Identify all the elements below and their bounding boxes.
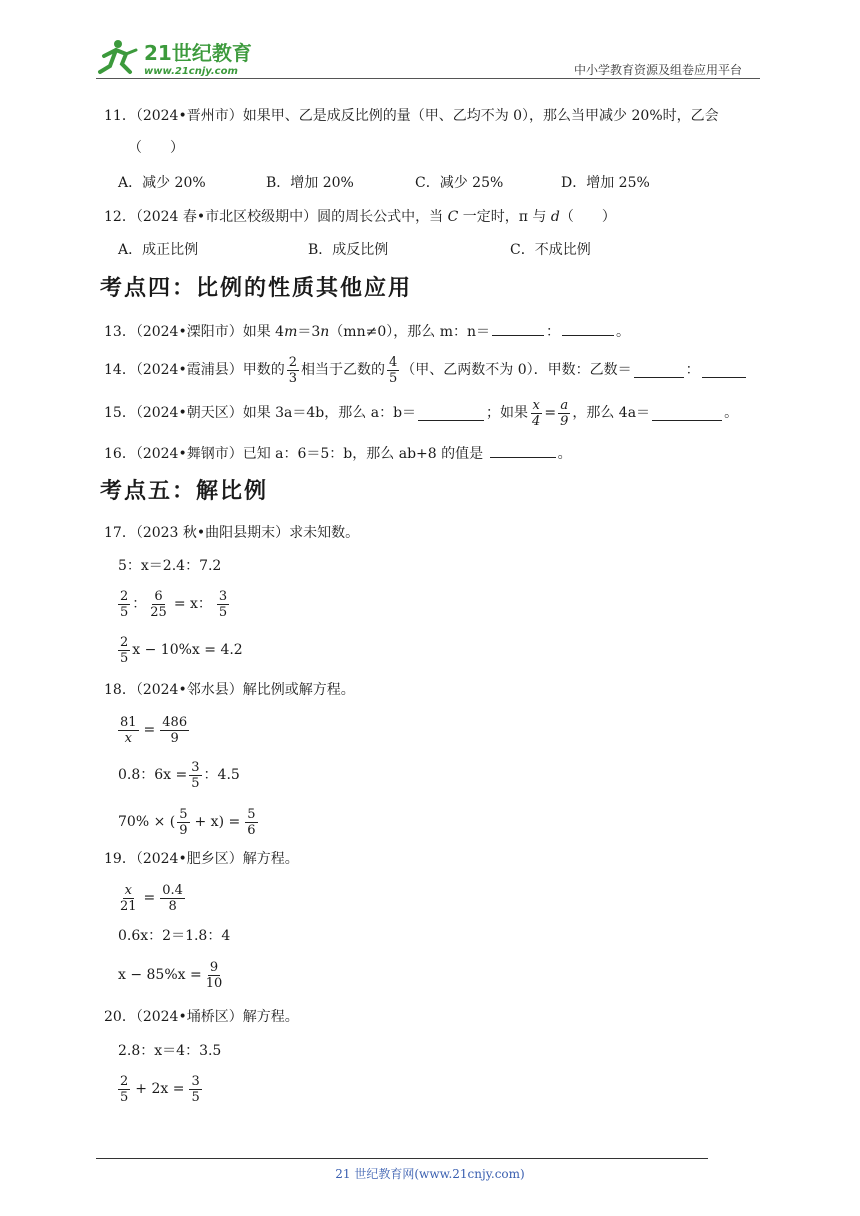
question-19-stem: 19．（2024•肥乡区）解方程。 xyxy=(104,851,299,867)
question-11-stem: 11．（2024•晋州市）如果甲、乙是成反比例的量（甲、乙均不为 0），那么当甲减少 20%时，乙会 xyxy=(104,108,719,124)
q17-equation-3: $\frac{2}{5}$ x − 10%x = 4.2 xyxy=(120,634,243,666)
section-4-heading: 考点四：比例的性质其他应用 xyxy=(100,276,413,301)
answer-blank[interactable] xyxy=(418,406,484,421)
q12-option-c: C．不成比例 xyxy=(510,242,591,258)
question-14: 14．（2024•霞浦县）甲数的 $\frac{2}{3}$ 相当于乙数的 $\frac{4}{5}$ （甲、乙两数不为 0）．甲数：乙数＝ ： xyxy=(104,354,748,386)
footer-rule xyxy=(96,1158,708,1159)
site-logo xyxy=(96,36,266,80)
question-17-stem: 17．（2023 秋•曲阳县期末）求未知数。 xyxy=(104,525,360,541)
fraction: $\frac{2}{3}$ xyxy=(288,354,297,386)
answer-blank[interactable] xyxy=(490,443,556,458)
answer-blank[interactable] xyxy=(562,321,614,336)
q20-equation-2: $\frac{2}{5}$ + 2x = $\frac{3}{5}$ xyxy=(120,1073,200,1105)
section-5-heading: 考点五：解比例 xyxy=(100,479,269,504)
q18-equation-2: 0.8：6x = $\frac{3}{5}$ ：4.5 xyxy=(118,759,240,791)
q11-option-c: C．减少 25% xyxy=(415,175,504,191)
fraction: $\frac{x}{4}$ xyxy=(532,397,541,429)
question-11-paren: （ ） xyxy=(128,140,184,156)
q17-equation-2: $\frac{2}{5}$ ： $\frac{6}{25}$ = x： $\frac{3}{5}$ xyxy=(120,588,228,620)
header-rule xyxy=(96,78,760,79)
fraction: $\frac{4}{5}$ xyxy=(388,354,398,386)
q12-option-b: B．成反比例 xyxy=(308,242,389,258)
runner-icon xyxy=(100,40,136,72)
question-15: 15．（2024•朝天区）如果 3a＝4b，那么 a：b＝ ；如果 $\frac{x}{4}$ = $\frac{a}{9}$ ，那么 4a＝ 。 xyxy=(104,397,739,429)
q11-option-d: D．增加 25% xyxy=(561,175,650,191)
svg-text:21世纪教育: 21世纪教育 xyxy=(144,41,252,65)
fraction: $\frac{a}{9}$ xyxy=(560,397,569,429)
answer-blank[interactable] xyxy=(492,321,544,336)
q19-equation-3: x − 85%x = $\frac{9}{10}$ xyxy=(118,959,223,991)
svg-text:www.21cnjy.com: www.21cnjy.com xyxy=(144,66,238,77)
question-18-stem: 18．（2024•邻水县）解比例或解方程。 xyxy=(104,682,355,698)
question-13: 13．（2024•溧阳市）如果 4m＝3n（mn≠0），那么 m：n＝ ： 。 xyxy=(104,321,630,342)
q20-equation-1: 2.8：x＝4：3.5 xyxy=(118,1043,222,1059)
answer-blank[interactable] xyxy=(652,406,722,421)
question-16: 16．（2024•舞钢市）已知 a：6＝5：b，那么 ab+8 的值是 。 xyxy=(104,443,572,464)
answer-blank[interactable] xyxy=(702,363,746,378)
q12-option-a: A．成正比例 xyxy=(118,242,199,258)
answer-blank[interactable] xyxy=(634,363,684,378)
question-12-stem: 12．（2024 春•市北区校级期中）圆的周长公式中，当 C 一定时，π 与 d（ ） xyxy=(104,209,616,225)
q19-equation-1: $\frac{x}{21}$ = $\frac{0.4}{8}$ xyxy=(120,882,183,914)
question-20-stem: 20．（2024•埇桥区）解方程。 xyxy=(104,1009,299,1025)
q19-equation-2: 0.6x：2＝1.8：4 xyxy=(118,928,231,944)
q18-equation-1: $\frac{81}{x}$ = $\frac{486}{9}$ xyxy=(120,714,188,746)
q11-option-b: B．增加 20% xyxy=(266,175,354,191)
footer-text: 21 世纪教育网(www.21cnjy.com) xyxy=(335,1167,525,1181)
q11-option-a: A．减少 20% xyxy=(118,175,206,191)
q17-equation-1: 5：x＝2.4：7.2 xyxy=(118,558,222,574)
q18-equation-3: 70% × ( $\frac{5}{9}$ + x) = $\frac{5}{6}$ xyxy=(118,806,256,838)
header-platform-text: 中小学教育资源及组卷应用平台 xyxy=(574,63,743,77)
